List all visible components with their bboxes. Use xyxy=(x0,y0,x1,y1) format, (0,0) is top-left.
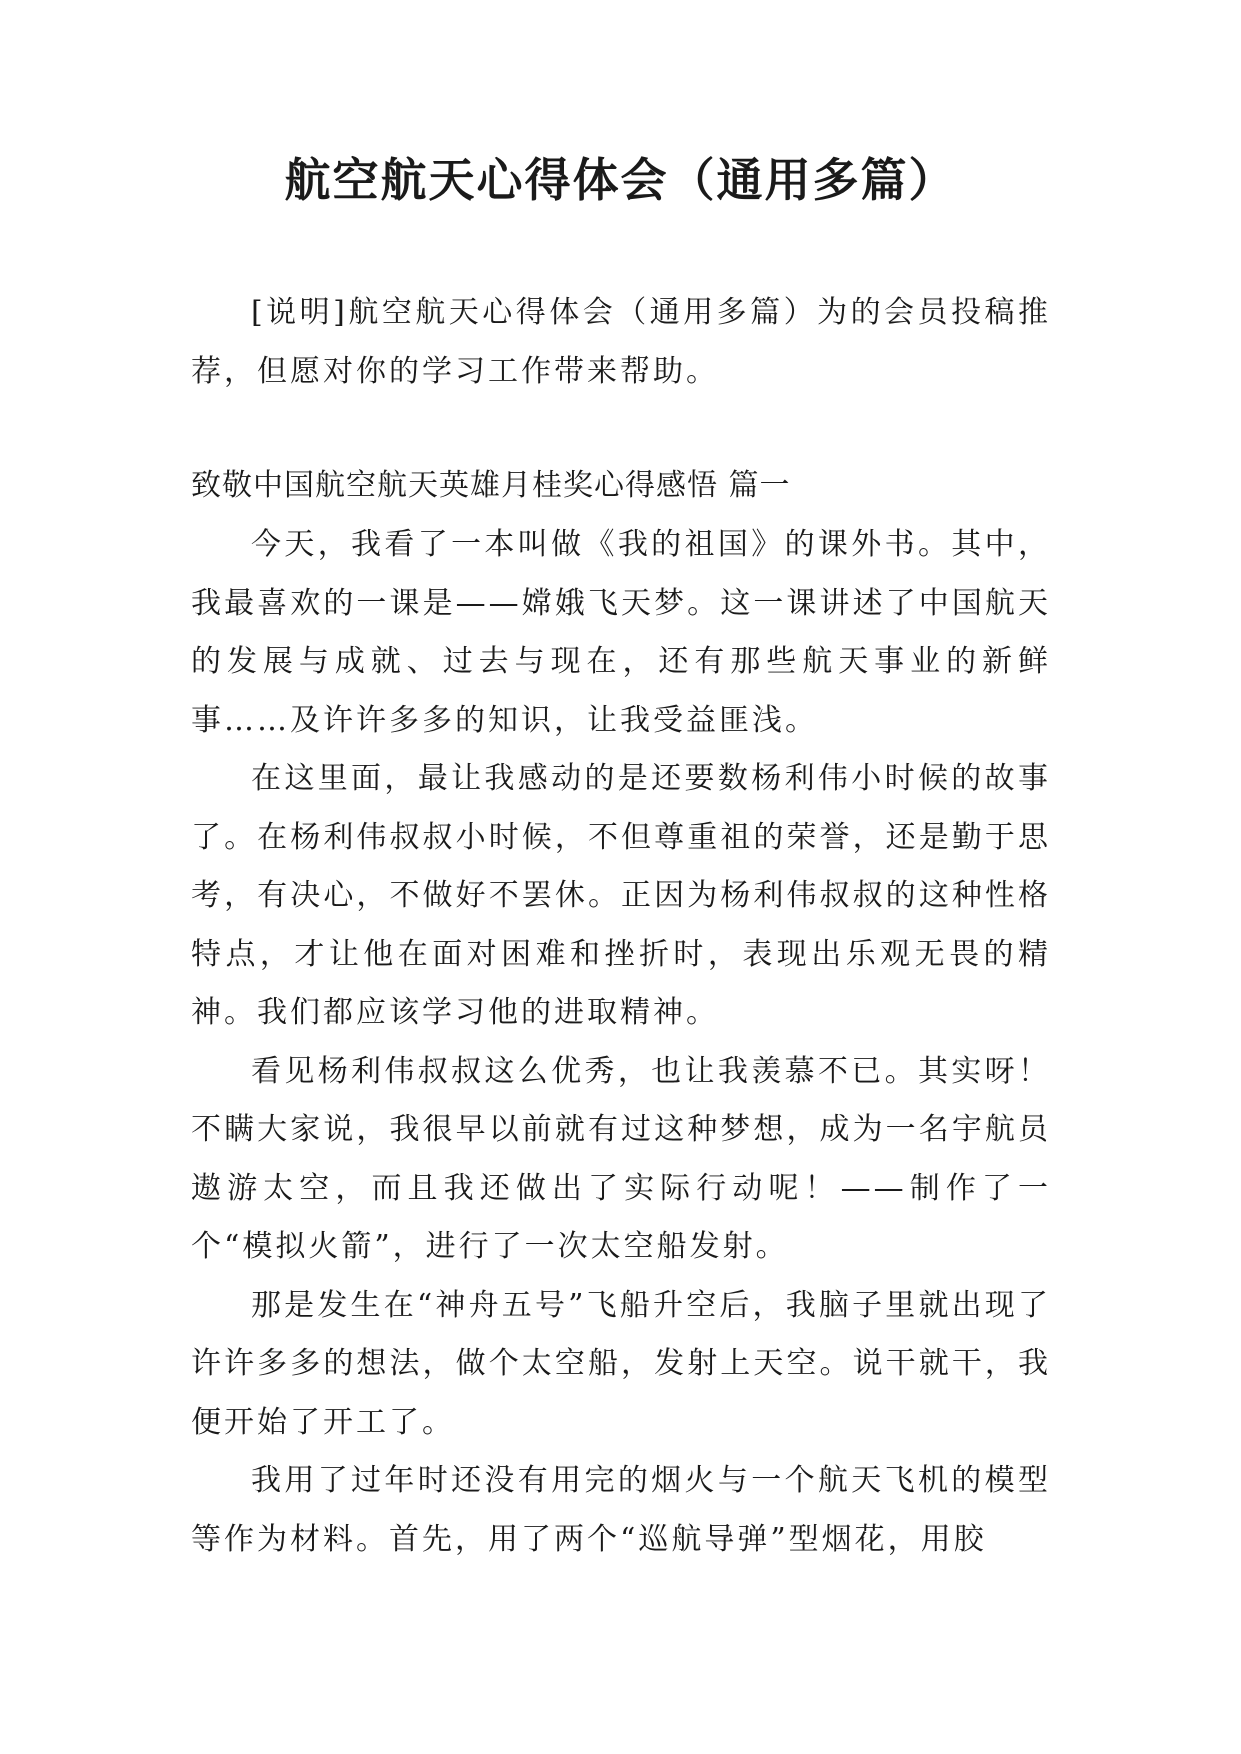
body-paragraph: 今天，我看了一本叫做《我的祖国》的课外书。其中，我最喜欢的一课是——嫦娥飞天梦。这一课讲述了中国航天的发展与成就、过去与现在，还有那些航天事业的新鲜事……及许许多多的知识，让我受益匪浅。 xyxy=(191,527,1051,738)
document-title: 航空航天心得体会（通用多篇） xyxy=(284,153,957,207)
body-paragraph: 那是发生在“神舟五号”飞船升空后，我脑子里就出现了许许多多的想法，做个太空船，发射上天空。说干就干，我便开始了开工了。 xyxy=(191,1287,1051,1440)
section-heading: 致敬中国航空航天英雄月桂奖心得感悟 篇一 xyxy=(191,468,791,503)
body-paragraph: 看见杨利伟叔叔这么优秀，也让我羡慕不已。其实呀！不瞒大家说，我很早以前就有过这种梦想，成为一名宇航员遨游太空，而且我还做出了实际行动呢！——制作了一个“模拟火箭”，进行了一次太空船发射。 xyxy=(191,1053,1051,1264)
intro-paragraph: [说明]航空航天心得体会（通用多篇）为的会员投稿推荐，但愿对你的学习工作带来帮助。 xyxy=(191,295,1051,389)
body-paragraph: 我用了过年时还没有用完的烟火与一个航天飞机的模型等作为材料。首先，用了两个“巡航导弹”型烟花，用胶 xyxy=(191,1463,1051,1557)
document-body xyxy=(191,284,1051,1569)
body-paragraph: 在这里面，最让我感动的是还要数杨利伟小时候的故事了。在杨利伟叔叔小时候，不但尊重祖的荣誉，还是勤于思考，有决心，不做好不罢休。正因为杨利伟叔叔的这种性格特点，才让他在面对困难和挫折时，表现出乐观无畏的精神。我们都应该学习他的进取精神。 xyxy=(191,761,1051,1030)
